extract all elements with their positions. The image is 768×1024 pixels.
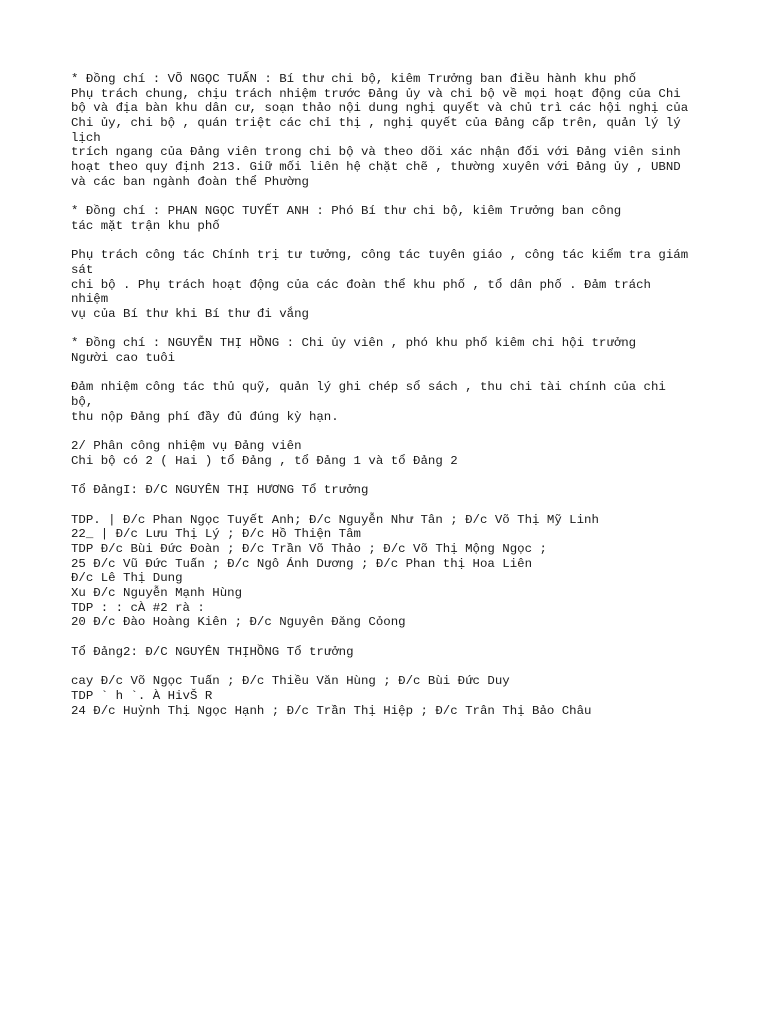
text-line: TDP ` h `. À HivŠ R <box>71 688 213 703</box>
text-line <box>71 234 711 249</box>
text-line <box>71 660 711 675</box>
text-line: chi bộ . Phụ trách hoạt động của các đoàn thể khu phố , tổ dân phố . Đảm trách <box>71 277 651 292</box>
text-line: cay Đ/c Võ Ngọc Tuấn ; Đ/c Thiều Văn Hùng ; Đ/c Bùi Đức Duy <box>71 674 510 689</box>
text-line <box>71 498 711 513</box>
text-line: Người cao tuôi <box>71 351 176 366</box>
text-line: Chi bộ có 2 ( Hai ) tổ Đảng , tổ Đảng 1 và tổ Đảng 2 <box>71 453 458 468</box>
text-line <box>71 425 711 440</box>
text-line <box>71 322 711 337</box>
text-line: Phụ trách công tác Chính trị tư tưởng, công tác tuyên giáo , công tác kiểm tra giám <box>71 248 689 263</box>
text-line: 24 Đ/c Huỳnh Thị Ngọc Hạnh ; Đ/c Trần Thị Hiệp ; Đ/c Trân Thị Bảo Châu <box>71 703 592 718</box>
text-line: 2/ Phân công nhiệm vụ Đảng viên <box>71 439 302 454</box>
text-line: Tổ ĐảngI: Đ/C NGUYÊN THỊ HƯƠNG Tổ trưởng <box>71 483 369 498</box>
text-line: hoạt theo quy định 213. Giữ mối liên hệ chặt chẽ , thường xuyên với Đảng ủy , UBND <box>71 160 681 175</box>
text-line: Đ/c Lê Thị Dung <box>71 571 183 586</box>
text-line: sát <box>71 262 94 277</box>
text-line <box>71 630 711 645</box>
text-line: bộ, <box>71 395 94 410</box>
text-line: bộ và địa bàn khu dân cư, soạn thảo nội dung nghị quyết và chủ trì các hội nghị của <box>71 101 689 116</box>
text-line: Phụ trách chung, chịu trách nhiệm trước Đảng ủy và chi bộ về mọi hoạt động của Chi <box>71 86 681 101</box>
text-line <box>71 366 711 381</box>
text-line: 25 Đ/c Vũ Đức Tuấn ; Đ/c Ngô Ánh Dương ; Đ/c Phan thị Hoa Liên <box>71 556 533 571</box>
text-line: TDP : : cÀ #2 rà : <box>71 600 205 615</box>
text-line: * Đồng chí : PHAN NGỌC TUYẾT ANH : Phó Bí thư chi bộ, kiêm Trưởng ban công <box>71 204 622 219</box>
text-line <box>71 469 711 484</box>
text-line: Chi ủy, chi bộ , quán triệt các chỉ thị , nghị quyết của Đảng cấp trên, quản lý lý <box>71 116 681 131</box>
text-line: nhiệm <box>71 292 109 307</box>
text-line: TDP. | Đ/c Phan Ngọc Tuyết Anh; Đ/c Nguyễn Như Tân ; Đ/c Võ Thị Mỹ Linh <box>71 512 599 527</box>
text-line: và các ban ngành đoàn thể Phường <box>71 174 309 189</box>
text-line: trích ngang của Đảng viên trong chi bộ và theo dõi xác nhận đối với Đảng viên sinh <box>71 145 681 160</box>
text-line <box>71 190 711 205</box>
text-line: vụ của Bí thư khi Bí thư đi vắng <box>71 307 309 321</box>
text-line: Xu Đ/c Nguyễn Mạnh Hùng <box>71 586 243 601</box>
text-line: TDP Đ/c Bùi Đức Đoàn ; Đ/c Trần Võ Thảo ; Đ/c Võ Thị Mộng Ngọc ; <box>71 542 547 556</box>
document-body <box>71 72 711 718</box>
text-line: 22_ | Đ/c Lưu Thị Lý ; Đ/c Hồ Thiện Tâm <box>71 527 361 542</box>
text-line: tác mặt trận khu phố <box>71 218 220 233</box>
text-line: thu nộp Đảng phí đầy đủ đúng kỳ hạn. <box>71 409 339 424</box>
text-line: 20 Đ/c Đào Hoàng Kiên ; Đ/c Nguyên Đăng Cỏong <box>71 615 406 630</box>
text-line: * Đồng chí : NGUYỄN THỊ HỒNG : Chi ủy viên , phó khu phố kiêm chi hội trưởng <box>71 336 637 351</box>
text-line: Tổ Đảng2: Đ/C NGUYÊN THỊHỒNG Tổ trưởng <box>71 644 354 659</box>
text-line: * Đồng chí : VÕ NGỌC TUẤN : Bí thư chi bộ, kiêm Trưởng ban điều hành khu phố <box>71 72 637 86</box>
text-line: lịch <box>71 130 101 145</box>
text-line: Đảm nhiệm công tác thủ quỹ, quản lý ghi chép sổ sách , thu chi tài chính của chi <box>71 380 666 395</box>
